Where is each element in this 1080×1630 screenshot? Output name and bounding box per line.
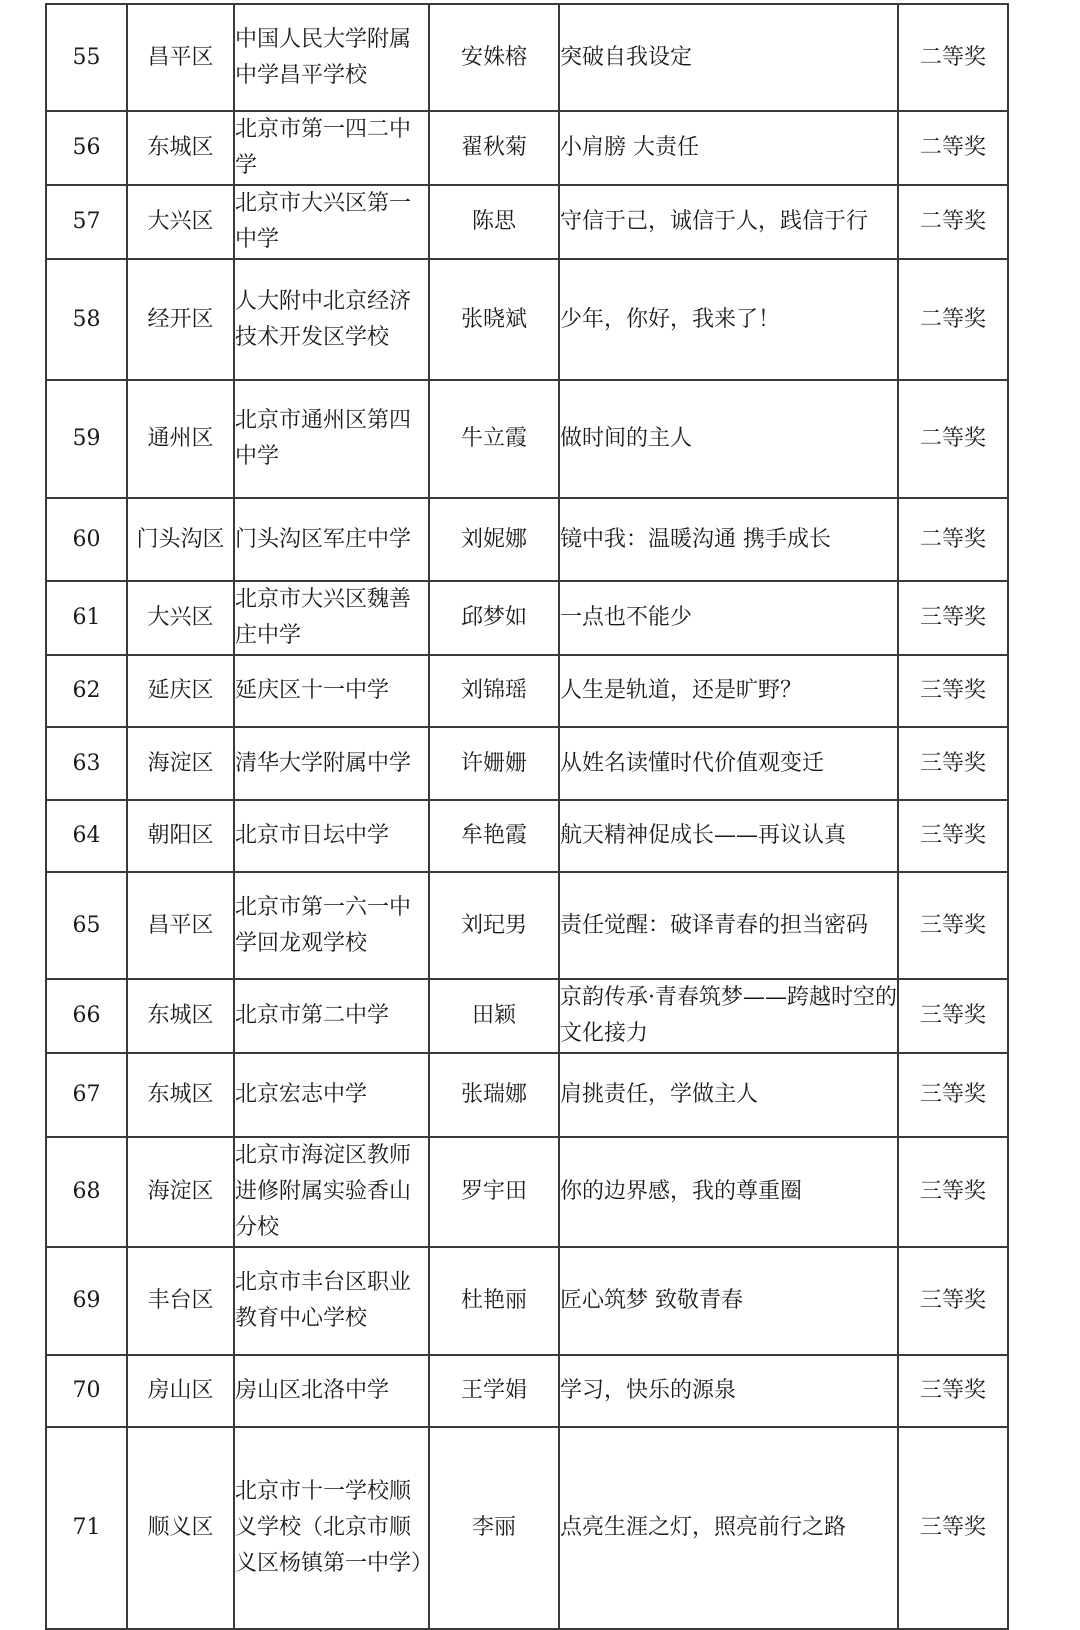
row-number: 64: [46, 800, 127, 872]
name-cell: 杜艳丽: [429, 1247, 559, 1355]
award-cell: 二等奖: [898, 111, 1008, 185]
school-cell: 北京市第一四二中学: [234, 111, 429, 185]
table-row: [46, 727, 1008, 800]
school-cell: 北京宏志中学: [234, 1053, 429, 1137]
school-cell: 北京市大兴区第一中学: [234, 185, 429, 259]
award-cell: 三等奖: [898, 1137, 1008, 1247]
table-row: [46, 581, 1008, 655]
school-cell: 清华大学附属中学: [234, 727, 429, 800]
row-number: 61: [46, 581, 127, 655]
row-number: 63: [46, 727, 127, 800]
title-cell: 匠心筑梦 致敬青春: [559, 1247, 898, 1355]
district-cell: 昌平区: [127, 4, 234, 111]
table-row: [46, 1427, 1008, 1629]
district-cell: 门头沟区: [127, 498, 234, 581]
name-cell: 王学娟: [429, 1355, 559, 1427]
award-cell: 二等奖: [898, 4, 1008, 111]
row-number: 69: [46, 1247, 127, 1355]
name-cell: 田颖: [429, 979, 559, 1053]
award-cell: 三等奖: [898, 581, 1008, 655]
school-cell: 北京市海淀区教师进修附属实验香山分校: [234, 1137, 429, 1247]
title-cell: 肩挑责任，学做主人: [559, 1053, 898, 1137]
name-cell: 牟艳霞: [429, 800, 559, 872]
table-row: [46, 979, 1008, 1053]
table-row: [46, 655, 1008, 727]
district-cell: 海淀区: [127, 727, 234, 800]
school-cell: 北京市第二中学: [234, 979, 429, 1053]
award-cell: 三等奖: [898, 800, 1008, 872]
district-cell: 朝阳区: [127, 800, 234, 872]
district-cell: 大兴区: [127, 185, 234, 259]
title-cell: 少年，你好，我来了！: [559, 259, 898, 380]
title-cell: 做时间的主人: [559, 380, 898, 498]
award-cell: 二等奖: [898, 259, 1008, 380]
table-row: [46, 498, 1008, 581]
row-number: 62: [46, 655, 127, 727]
name-cell: 陈思: [429, 185, 559, 259]
table-row: [46, 185, 1008, 259]
name-cell: 张瑞娜: [429, 1053, 559, 1137]
school-cell: 门头沟区军庄中学: [234, 498, 429, 581]
school-cell: 北京市第一六一中学回龙观学校: [234, 872, 429, 979]
table-row: [46, 1355, 1008, 1427]
name-cell: 罗宇田: [429, 1137, 559, 1247]
district-cell: 通州区: [127, 380, 234, 498]
title-cell: 学习，快乐的源泉: [559, 1355, 898, 1427]
title-cell: 一点也不能少: [559, 581, 898, 655]
district-cell: 昌平区: [127, 872, 234, 979]
name-cell: 邱梦如: [429, 581, 559, 655]
name-cell: 刘玘男: [429, 872, 559, 979]
district-cell: 东城区: [127, 1053, 234, 1137]
district-cell: 经开区: [127, 259, 234, 380]
table-row: [46, 1137, 1008, 1247]
district-cell: 海淀区: [127, 1137, 234, 1247]
district-cell: 东城区: [127, 979, 234, 1053]
title-cell: 小肩膀 大责任: [559, 111, 898, 185]
school-cell: 北京市通州区第四中学: [234, 380, 429, 498]
title-cell: 人生是轨道，还是旷野？: [559, 655, 898, 727]
row-number: 68: [46, 1137, 127, 1247]
title-cell: 镜中我：温暖沟通 携手成长: [559, 498, 898, 581]
award-cell: 二等奖: [898, 380, 1008, 498]
row-number: 71: [46, 1427, 127, 1629]
title-cell: 京韵传承·青春筑梦——跨越时空的文化接力: [559, 979, 898, 1053]
award-cell: 二等奖: [898, 498, 1008, 581]
award-cell: 二等奖: [898, 185, 1008, 259]
table-row: [46, 111, 1008, 185]
name-cell: 许姗姗: [429, 727, 559, 800]
award-cell: 三等奖: [898, 872, 1008, 979]
title-cell: 航天精神促成长——再议认真: [559, 800, 898, 872]
table-row: [46, 1053, 1008, 1137]
table-row: [46, 800, 1008, 872]
title-cell: 点亮生涯之灯，照亮前行之路: [559, 1427, 898, 1629]
table-row: [46, 259, 1008, 380]
award-cell: 三等奖: [898, 1355, 1008, 1427]
school-cell: 人大附中北京经济技术开发区学校: [234, 259, 429, 380]
row-number: 67: [46, 1053, 127, 1137]
school-cell: 北京市大兴区魏善庄中学: [234, 581, 429, 655]
name-cell: 安姝榕: [429, 4, 559, 111]
school-cell: 北京市日坛中学: [234, 800, 429, 872]
district-cell: 房山区: [127, 1355, 234, 1427]
row-number: 59: [46, 380, 127, 498]
title-cell: 突破自我设定: [559, 4, 898, 111]
name-cell: 刘锦瑶: [429, 655, 559, 727]
title-cell: 责任觉醒：破译青春的担当密码: [559, 872, 898, 979]
row-number: 56: [46, 111, 127, 185]
row-number: 66: [46, 979, 127, 1053]
row-number: 60: [46, 498, 127, 581]
table-row: [46, 4, 1008, 111]
district-cell: 顺义区: [127, 1427, 234, 1629]
award-cell: 三等奖: [898, 1053, 1008, 1137]
awards-table-body: [46, 4, 1008, 1629]
name-cell: 牛立霞: [429, 380, 559, 498]
district-cell: 东城区: [127, 111, 234, 185]
award-cell: 三等奖: [898, 979, 1008, 1053]
awards-table: [45, 3, 1009, 1630]
award-cell: 三等奖: [898, 655, 1008, 727]
row-number: 65: [46, 872, 127, 979]
row-number: 55: [46, 4, 127, 111]
name-cell: 翟秋菊: [429, 111, 559, 185]
table-row: [46, 872, 1008, 979]
award-cell: 三等奖: [898, 1427, 1008, 1629]
title-cell: 你的边界感，我的尊重圈: [559, 1137, 898, 1247]
district-cell: 大兴区: [127, 581, 234, 655]
row-number: 70: [46, 1355, 127, 1427]
school-cell: 北京市丰台区职业教育中心学校: [234, 1247, 429, 1355]
award-cell: 三等奖: [898, 1247, 1008, 1355]
name-cell: 刘妮娜: [429, 498, 559, 581]
name-cell: 李丽: [429, 1427, 559, 1629]
table-row: [46, 1247, 1008, 1355]
district-cell: 延庆区: [127, 655, 234, 727]
school-cell: 房山区北洛中学: [234, 1355, 429, 1427]
school-cell: 延庆区十一中学: [234, 655, 429, 727]
row-number: 57: [46, 185, 127, 259]
district-cell: 丰台区: [127, 1247, 234, 1355]
table-row: [46, 380, 1008, 498]
school-cell: 北京市十一学校顺义学校（北京市顺义区杨镇第一中学）: [234, 1427, 429, 1629]
award-cell: 三等奖: [898, 727, 1008, 800]
row-number: 58: [46, 259, 127, 380]
title-cell: 从姓名读懂时代价值观变迁: [559, 727, 898, 800]
name-cell: 张晓斌: [429, 259, 559, 380]
school-cell: 中国人民大学附属中学昌平学校: [234, 4, 429, 111]
title-cell: 守信于己，诚信于人，践信于行: [559, 185, 898, 259]
